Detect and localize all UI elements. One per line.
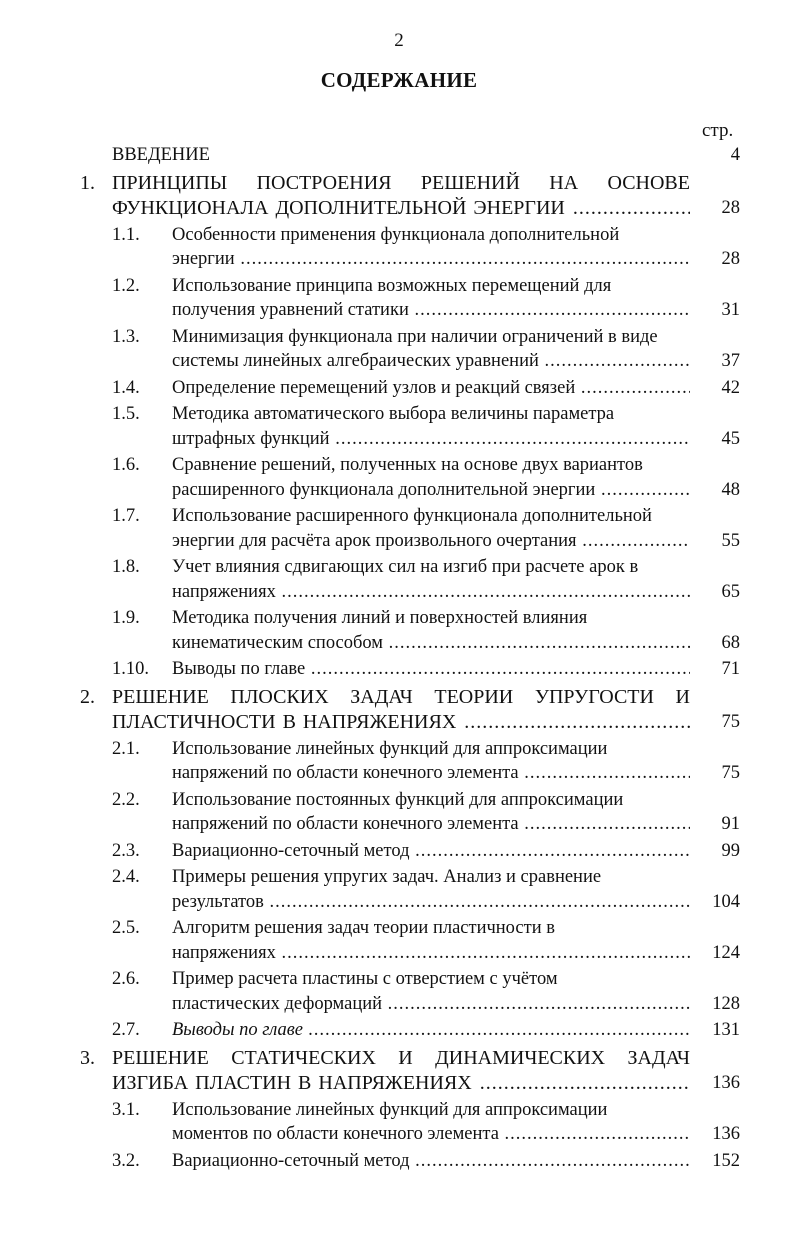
- toc-entry-line: Методика автоматического выбора величины параметра: [172, 404, 615, 424]
- toc-entry: [0, 143, 798, 168]
- toc-entry: [0, 274, 798, 323]
- toc-entry-number: 1.: [80, 171, 95, 194]
- toc-entry: [0, 555, 798, 604]
- toc-entry: [0, 657, 798, 682]
- toc-entry-page: 71: [721, 659, 740, 679]
- toc-entry-page: 68: [721, 632, 740, 653]
- toc-entry-line: ПРИНЦИПЫ ПОСТРОЕНИЯ РЕШЕНИЙ НА ОСНОВЕ: [112, 171, 690, 194]
- toc-entry: [0, 788, 798, 837]
- toc-entry-line: Учет влияния сдвигающих сил на изгиб при расчете арок в: [172, 557, 639, 577]
- toc-entry-number: 2.6.: [112, 969, 140, 989]
- toc-entry-line: Методика получения линий и поверхностей влияния: [172, 608, 588, 628]
- toc-entry-line: ФУНКЦИОНАЛА ДОПОЛНИТЕЛЬНОЙ ЭНЕРГИИ .....: [112, 196, 690, 221]
- toc-entry-page: 45: [721, 428, 740, 449]
- toc-entry-page: 31: [721, 300, 740, 320]
- toc-entry-number: 1.1.: [112, 224, 140, 245]
- toc-entry-line: Использование линейных функций для аппроксимации: [172, 1099, 608, 1120]
- toc-entry-number: 1.3.: [112, 326, 140, 347]
- toc-entry: [0, 171, 798, 221]
- toc-entry: [0, 1149, 798, 1174]
- toc-entry: [0, 865, 798, 914]
- toc-entry-number: 1.8.: [112, 557, 140, 577]
- toc-entry-line: пластических деформаций .....: [172, 992, 690, 1017]
- toc-entry-page: 128: [712, 993, 740, 1014]
- toc-entry-line: напряжений по области конечного элемента .....: [172, 761, 690, 786]
- toc-entry-page: 99: [721, 840, 740, 861]
- toc-entry: [0, 1098, 798, 1147]
- toc-entry: [0, 453, 798, 502]
- toc-entry-number: 1.7.: [112, 506, 140, 526]
- toc-entry: [0, 839, 798, 864]
- toc-entry-line: Использование линейных функций для аппроксимации: [172, 738, 608, 759]
- toc-entry: [0, 402, 798, 451]
- toc-entry: [0, 325, 798, 374]
- toc-entry-line: расширенного функционала дополнительной энергии .....: [172, 478, 690, 503]
- toc-entry-line: энергии .....: [172, 247, 690, 272]
- toc-entry-number: 3.1.: [112, 1099, 140, 1120]
- toc-entry-line: Выводы по главе .....: [172, 1018, 690, 1043]
- toc-entry-line: штрафных функций .....: [172, 427, 690, 452]
- toc-entry-page: 4: [730, 145, 740, 165]
- toc-entry-line: Определение перемещений узлов и реакций связей .....: [172, 376, 690, 401]
- toc-entry-line: Особенности применения функционала дополнительной: [172, 224, 620, 245]
- toc-entry: [0, 916, 798, 965]
- toc-entry-line: РЕШЕНИЕ ПЛОСКИХ ЗАДАЧ ТЕОРИИ УПРУГОСТИ И: [112, 685, 690, 708]
- toc-entry-line: напряжениях .....: [172, 941, 690, 966]
- toc-entry-line: моментов по области конечного элемента .....: [172, 1122, 690, 1147]
- toc-entry-line: ИЗГИБА ПЛАСТИН В НАПРЯЖЕНИЯХ .....: [112, 1071, 690, 1096]
- toc-entry-page: 65: [721, 581, 740, 602]
- toc-entry-page: 136: [712, 1124, 740, 1144]
- toc-entry: [0, 685, 798, 735]
- toc-entry-line: Вариационно-сеточный метод .....: [172, 1149, 690, 1174]
- toc-entry-line: Алгоритм решения задач теории пластичности в: [172, 918, 555, 938]
- toc-entry-page: 48: [721, 479, 740, 500]
- toc-entry-line: энергии для расчёта арок произвольного очертания .....: [172, 529, 690, 554]
- toc-entry-number: 1.4.: [112, 377, 140, 398]
- toc-entry-number: 1.2.: [112, 275, 140, 296]
- toc-entry-number: 2.2.: [112, 789, 140, 810]
- toc-entry-line: напряжений по области конечного элемента .....: [172, 812, 690, 837]
- toc-entry-number: 3.2.: [112, 1150, 140, 1171]
- toc-entry-page: 136: [712, 1072, 740, 1093]
- toc-entry: [0, 606, 798, 655]
- toc-entry-page: 28: [721, 197, 740, 218]
- toc-entry-line: напряжениях .....: [172, 580, 690, 605]
- page-title: СОДЕРЖАНИЕ: [320, 68, 478, 92]
- toc-entry-page: 131: [712, 1020, 740, 1040]
- toc-entry: [0, 504, 798, 553]
- toc-entry-page: 42: [721, 377, 740, 398]
- toc-entry-number: 2.: [80, 685, 95, 708]
- toc-entry-number: 2.5.: [112, 918, 140, 938]
- toc-entry-number: 1.10.: [112, 659, 149, 679]
- toc-entry-number: 2.3.: [112, 840, 140, 861]
- toc-entry-page: 28: [721, 249, 740, 269]
- toc-entry-line: РЕШЕНИЕ СТАТИЧЕСКИХ И ДИНАМИЧЕСКИХ ЗАДАЧ: [112, 1046, 690, 1069]
- toc-entry-line: ПЛАСТИЧНОСТИ В НАПРЯЖЕНИЯХ .....: [112, 710, 690, 735]
- toc-entry-page: 124: [712, 942, 740, 963]
- toc-entry-line: Вариационно-сеточный метод .....: [172, 839, 690, 864]
- toc-entry-line: Минимизация функционала при наличии ограничений в виде: [172, 326, 658, 347]
- toc-entry-line: кинематическим способом .....: [172, 631, 690, 656]
- toc-entry-line: Использование принципа возможных перемещений для: [172, 275, 612, 296]
- toc-entry-line: получения уравнений статики .....: [172, 298, 690, 323]
- toc-entry: [0, 376, 798, 401]
- table-of-contents: [0, 140, 798, 1173]
- toc-entry-line: Выводы по главе .....: [172, 657, 690, 682]
- toc-entry: [0, 1018, 798, 1043]
- toc-entry-number: 3.: [80, 1046, 95, 1069]
- toc-entry-line: результатов .....: [172, 890, 690, 915]
- toc-entry-page: 37: [721, 351, 740, 371]
- toc-entry-number: 1.6.: [112, 455, 140, 475]
- toc-entry: [0, 737, 798, 786]
- toc-entry-page: 152: [712, 1150, 740, 1171]
- toc-entry-page: 75: [721, 711, 740, 732]
- page-column-header: стр.: [702, 120, 734, 141]
- toc-entry-line: ВВЕДЕНИЕ: [112, 145, 210, 165]
- toc-entry-number: 1.5.: [112, 404, 140, 424]
- toc-entry-line: Использование постоянных функций для аппроксимации: [172, 789, 624, 810]
- toc-entry-page: 55: [721, 530, 740, 551]
- toc-entry-line: Использование расширенного функционала дополнительной: [172, 506, 652, 526]
- toc-entry-number: 1.9.: [112, 608, 140, 628]
- toc-entry-number: 2.1.: [112, 738, 140, 759]
- toc-entry: [0, 223, 798, 272]
- toc-entry-line: Пример расчета пластины с отверстием с учётом: [172, 969, 558, 989]
- toc-entry-number: 2.7.: [112, 1020, 140, 1040]
- toc-entry: [0, 1046, 798, 1096]
- toc-entry-page: 104: [712, 891, 740, 912]
- toc-entry-page: 91: [721, 814, 740, 834]
- page-number: 2: [394, 30, 404, 51]
- toc-entry-line: системы линейных алгебраических уравнений .....: [172, 349, 690, 374]
- toc-entry-number: 2.4.: [112, 867, 140, 887]
- toc-entry-line: Сравнение решений, полученных на основе двух вариантов: [172, 455, 643, 475]
- toc-entry: [0, 967, 798, 1016]
- toc-entry-page: 75: [721, 763, 740, 783]
- toc-entry-line: Примеры решения упругих задач. Анализ и сравнение: [172, 867, 602, 887]
